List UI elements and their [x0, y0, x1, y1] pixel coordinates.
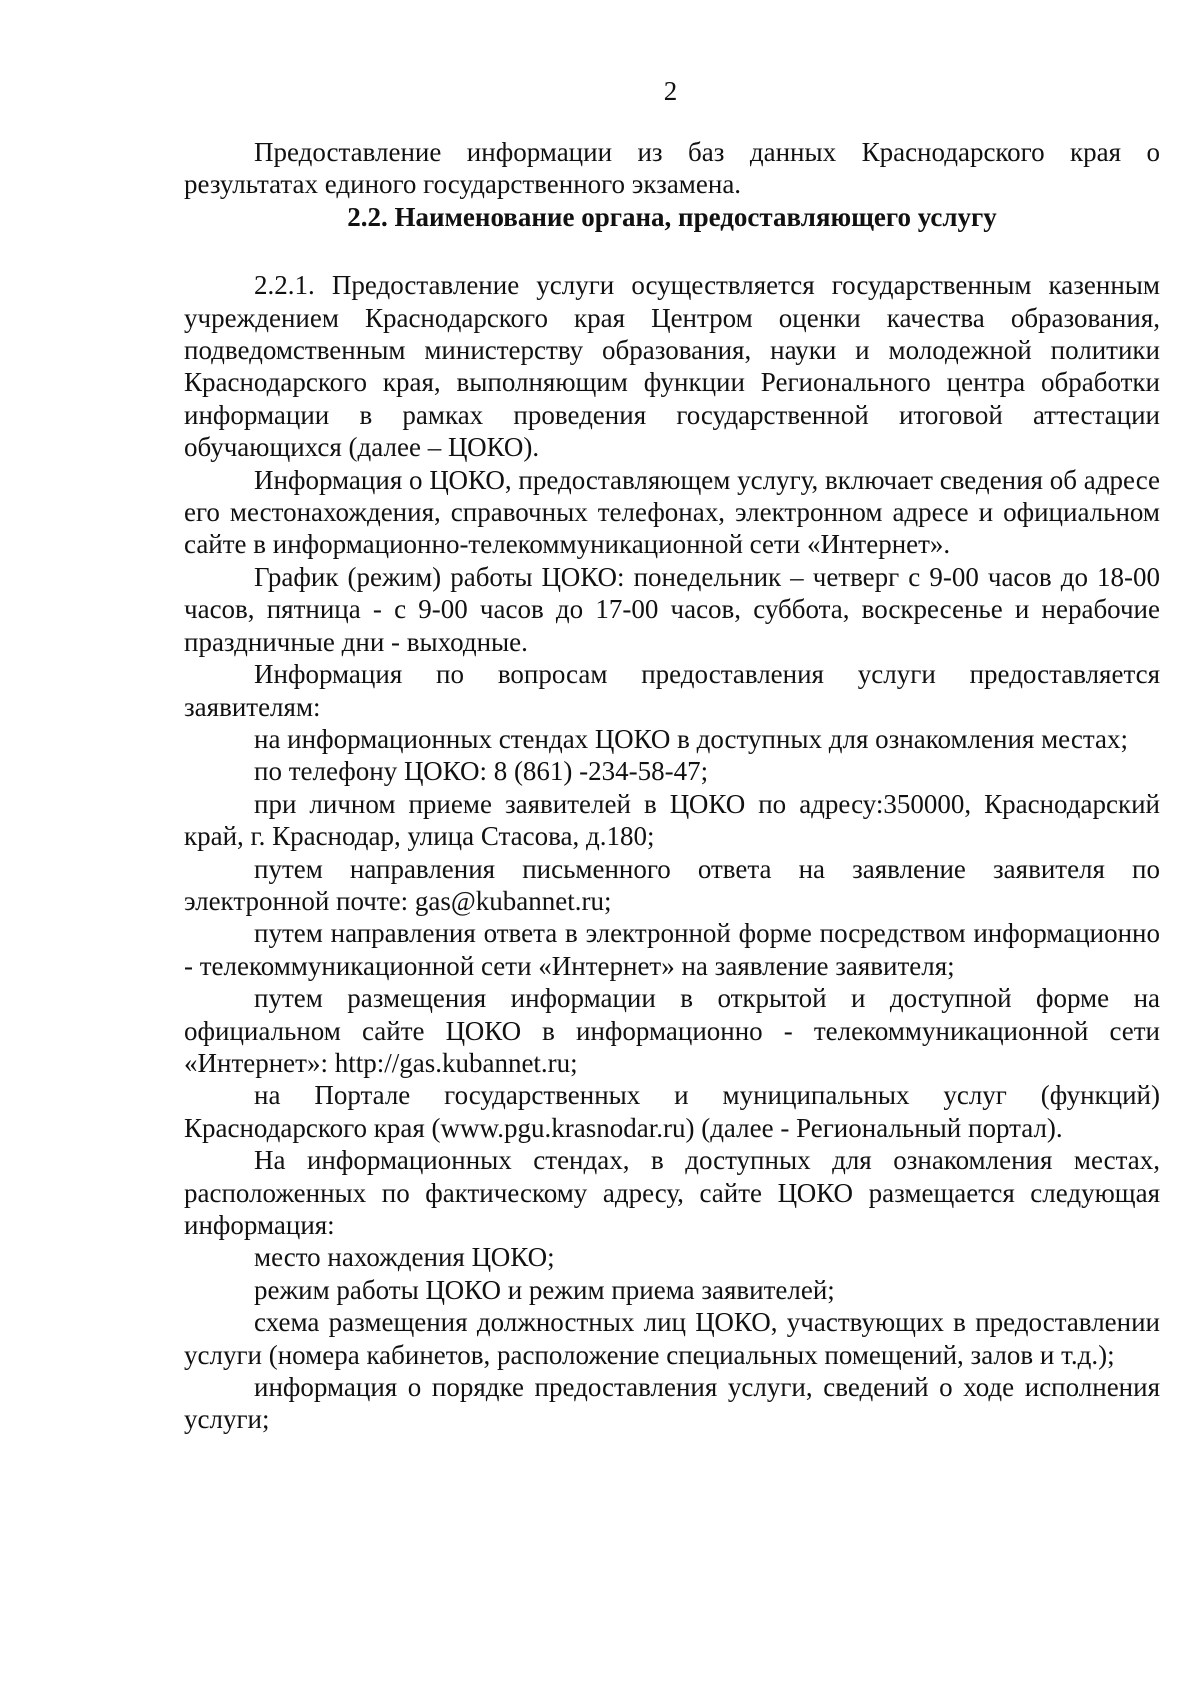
- list-item-website: путем размещения информации в открытой и доступной форме на официальном сайте ЦОКО в информационно - телекоммуникационной сети «Интернет»: http://gas.kubannet.ru;: [184, 983, 1160, 1078]
- list-item-portal: на Портале государственных и муниципальных услуг (функций) Краснодарского края (www.pgu.krasnodar.ru) (далее - Региональный портал).: [184, 1080, 1160, 1143]
- paragraph-work-schedule: График (режим) работы ЦОКО: понедельник – четверг с 9-00 часов до 18-00 часов, пятница - с 9-00 часов до 17-00 часов, суббота, воскресенье и нерабочие праздничные дни - выходные.: [184, 561, 1160, 657]
- paragraph-coko-info: Информация о ЦОКО, предоставляющем услугу, включает сведения об адресе его местонахождения, справочных телефонах, электронном адресе и официальном сайте в информационно-телекоммуникационной сети «Интернет».: [184, 464, 1160, 560]
- list-item-email: путем направления письменного ответа на заявление заявителя по электронной почте: gas@kubannet.ru;: [184, 853, 1160, 916]
- list-item-electronic-form: путем направления ответа в электронной форме посредством информационно - телекоммуникационной сети «Интернет» на заявление заявителя;: [184, 918, 1160, 981]
- section-title: 2.2. Наименование органа, предоставляющего услугу: [347, 201, 997, 232]
- paragraph-stands-info: На информационных стендах, в доступных для ознакомления местах, расположенных по фактическому адресу, сайте ЦОКО размещается следующая информация:: [184, 1145, 1160, 1240]
- paragraph-info-provided: Информация по вопросам предоставления услуги предоставляется заявителям:: [184, 659, 1160, 722]
- list-item-personal-reception: при личном приеме заявителей в ЦОКО по адресу:350000, Краснодарский край, г. Краснодар, улица Стасова, д.180;: [184, 788, 1160, 852]
- list-item-info-stands: на информационных стендах ЦОКО в доступных для ознакомления местах;: [254, 723, 1128, 754]
- list-item-location: место нахождения ЦОКО;: [254, 1242, 555, 1273]
- page-number: 2: [663, 76, 678, 106]
- list-item-staff-layout: схема размещения должностных лиц ЦОКО, участвующих в предоставлении услуги (номера кабинетов, расположение специальных помещений, залов и т.д.);: [184, 1307, 1160, 1370]
- paragraph-service-provider: 2.2.1. Предоставление услуги осуществляется государственным казенным учреждением Краснодарского края Центром оценки качества образования, подведомственным министерству образования, науки и молодежной политики Краснодарского края, выполняющим функции Регионального центра обработки информации в рамках проведения государственной итоговой аттестации обучающихся (далее – ЦОКО).: [184, 270, 1160, 463]
- list-item-phone: по телефону ЦОКО: 8 (861) -234-58-47;: [254, 756, 709, 787]
- document-body: [184, 136, 1160, 1436]
- intro-paragraph: Предоставление информации из баз данных Краснодарского края о результатах единого государственного экзамена.: [184, 137, 1160, 200]
- list-item-work-mode: режим работы ЦОКО и режим приема заявителей;: [254, 1274, 835, 1305]
- list-item-procedure-info: информация о порядке предоставления услуги, сведений о ходе исполнения услуги;: [184, 1372, 1160, 1435]
